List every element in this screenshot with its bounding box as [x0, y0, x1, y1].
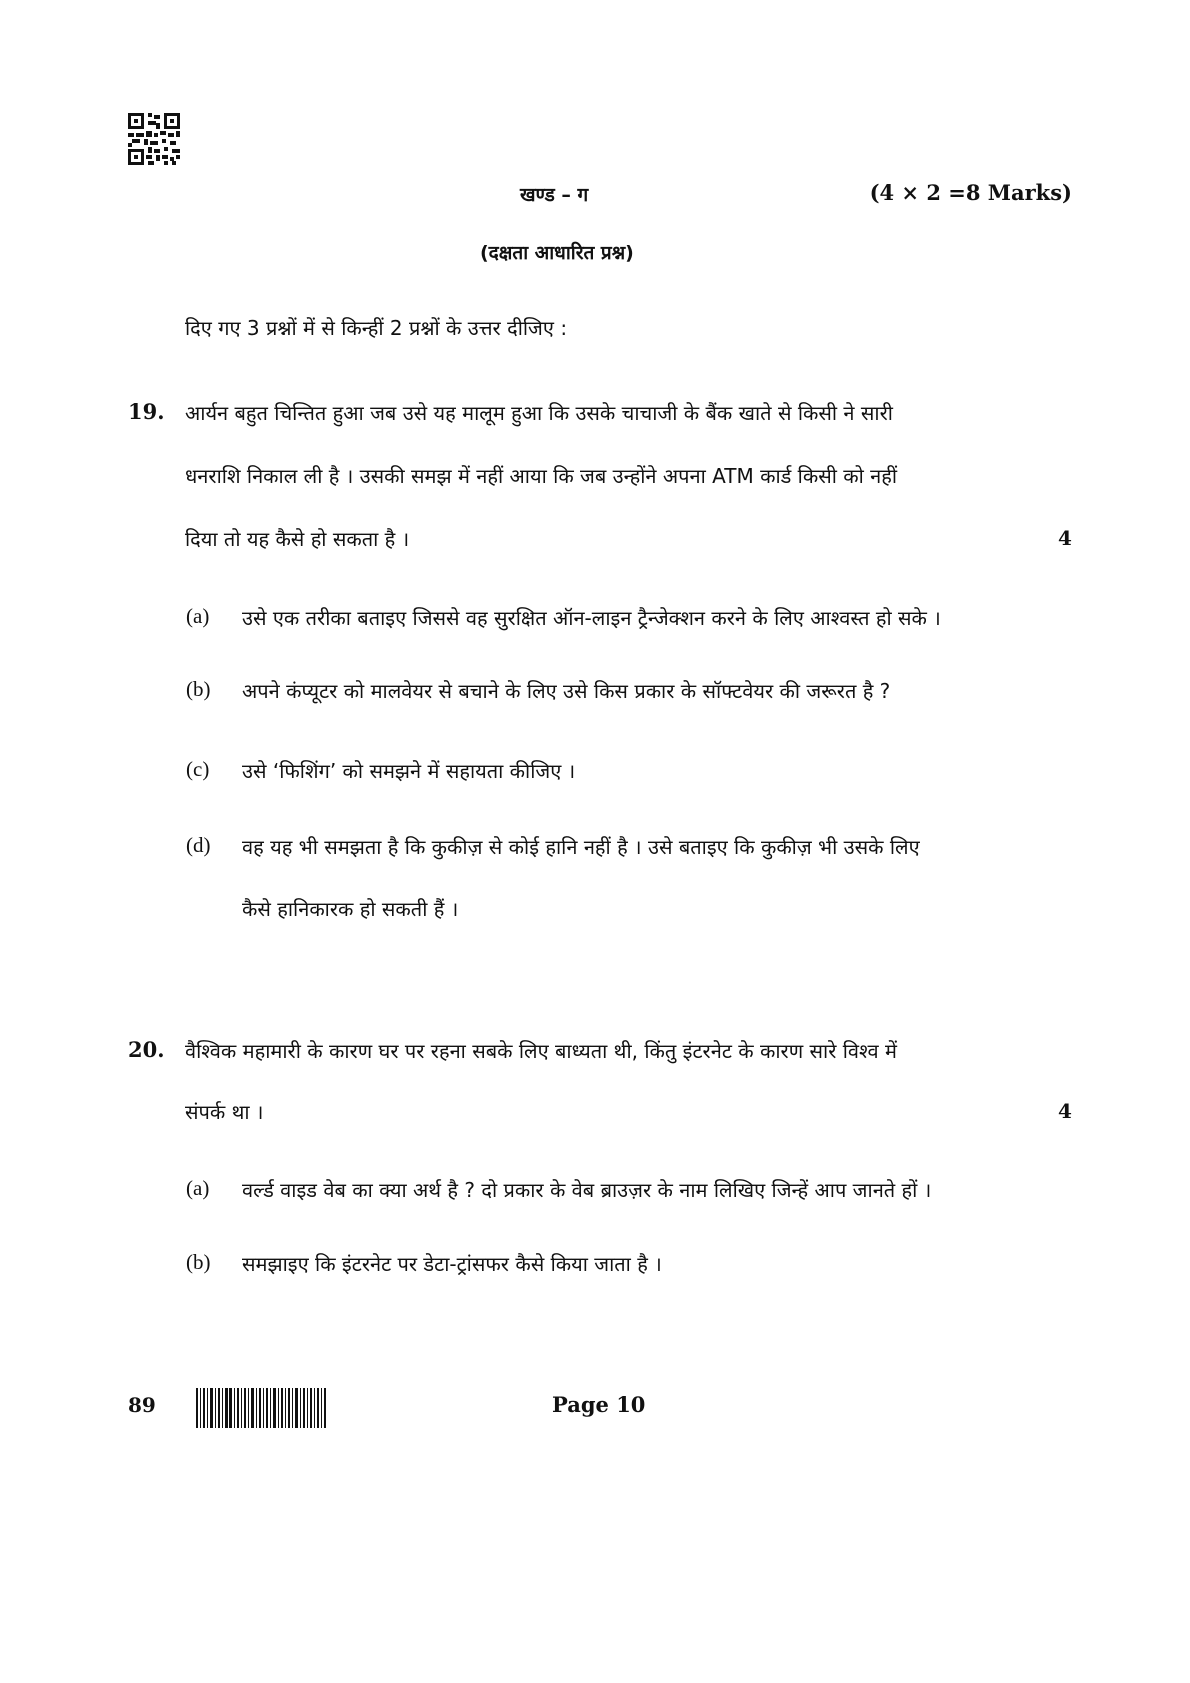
question-text-line: वैश्विक महामारी के कारण घर पर रहना सबके लिए बाध्यता थी, किंतु इंटरनेट के कारण सारे विश्व में — [185, 1039, 897, 1063]
part-label: (a) — [186, 604, 210, 628]
paper-code: 89 — [128, 1393, 156, 1417]
part-text: वह यह भी समझता है कि कुकीज़ से कोई हानि नहीं है । उसे बताइए कि कुकीज़ भी उसके लिए — [242, 835, 920, 859]
part-label: (d) — [186, 833, 211, 857]
question-text-line: आर्यन बहुत चिन्तित हुआ जब उसे यह मालूम हुआ कि उसके चाचाजी के बैंक खाते से किसी ने सारी — [185, 401, 893, 425]
qr-code-icon — [128, 113, 180, 165]
section-marks: (4 × 2 =8 Marks) — [869, 180, 1072, 205]
part-label: (b) — [186, 1250, 211, 1274]
part-text: उसे एक तरीका बताइए जिससे वह सुरक्षित ऑन-लाइन ट्रैन्जेक्शन करने के लिए आश्वस्त हो सके । — [242, 606, 941, 630]
instruction-text: दिए गए 3 प्रश्नों में से किन्हीं 2 प्रश्नों के उत्तर दीजिए : — [185, 316, 568, 340]
part-text: वर्ल्ड वाइड वेब का क्या अर्थ है ? दो प्रकार के वेब ब्राउज़र के नाम लिखिए जिन्हें आप जानते हों । — [242, 1178, 932, 1202]
question-number: 20. — [128, 1037, 165, 1062]
question-marks: 4 — [1058, 1099, 1072, 1123]
question-number: 19. — [128, 399, 165, 424]
part-label: (a) — [186, 1176, 210, 1200]
question-marks: 4 — [1058, 526, 1072, 550]
part-label: (b) — [186, 677, 211, 701]
question-text-line: दिया तो यह कैसे हो सकता है । — [185, 527, 410, 551]
part-text: उसे ‘फिशिंग’ को समझने में सहायता कीजिए । — [242, 759, 576, 783]
part-text: अपने कंप्यूटर को मालवेयर से बचाने के लिए उसे किस प्रकार के सॉफ्टवेयर की जरूरत है ? — [242, 679, 891, 703]
part-text: समझाइए कि इंटरनेट पर डेटा-ट्रांसफर कैसे किया जाता है । — [242, 1252, 662, 1276]
section-title: खण्ड – ग — [520, 184, 589, 206]
part-label: (c) — [186, 757, 210, 781]
question-text-line: संपर्क था । — [185, 1100, 264, 1124]
question-text-line: धनराशि निकाल ली है । उसकी समझ में नहीं आया कि जब उन्होंने अपना ATM कार्ड किसी को नहीं — [185, 464, 898, 488]
page-number: Page 10 — [552, 1392, 646, 1417]
section-subtitle: (दक्षता आधारित प्रश्न) — [480, 242, 634, 264]
barcode-icon — [196, 1388, 328, 1428]
part-text: कैसे हानिकारक हो सकती हैं । — [242, 897, 459, 921]
